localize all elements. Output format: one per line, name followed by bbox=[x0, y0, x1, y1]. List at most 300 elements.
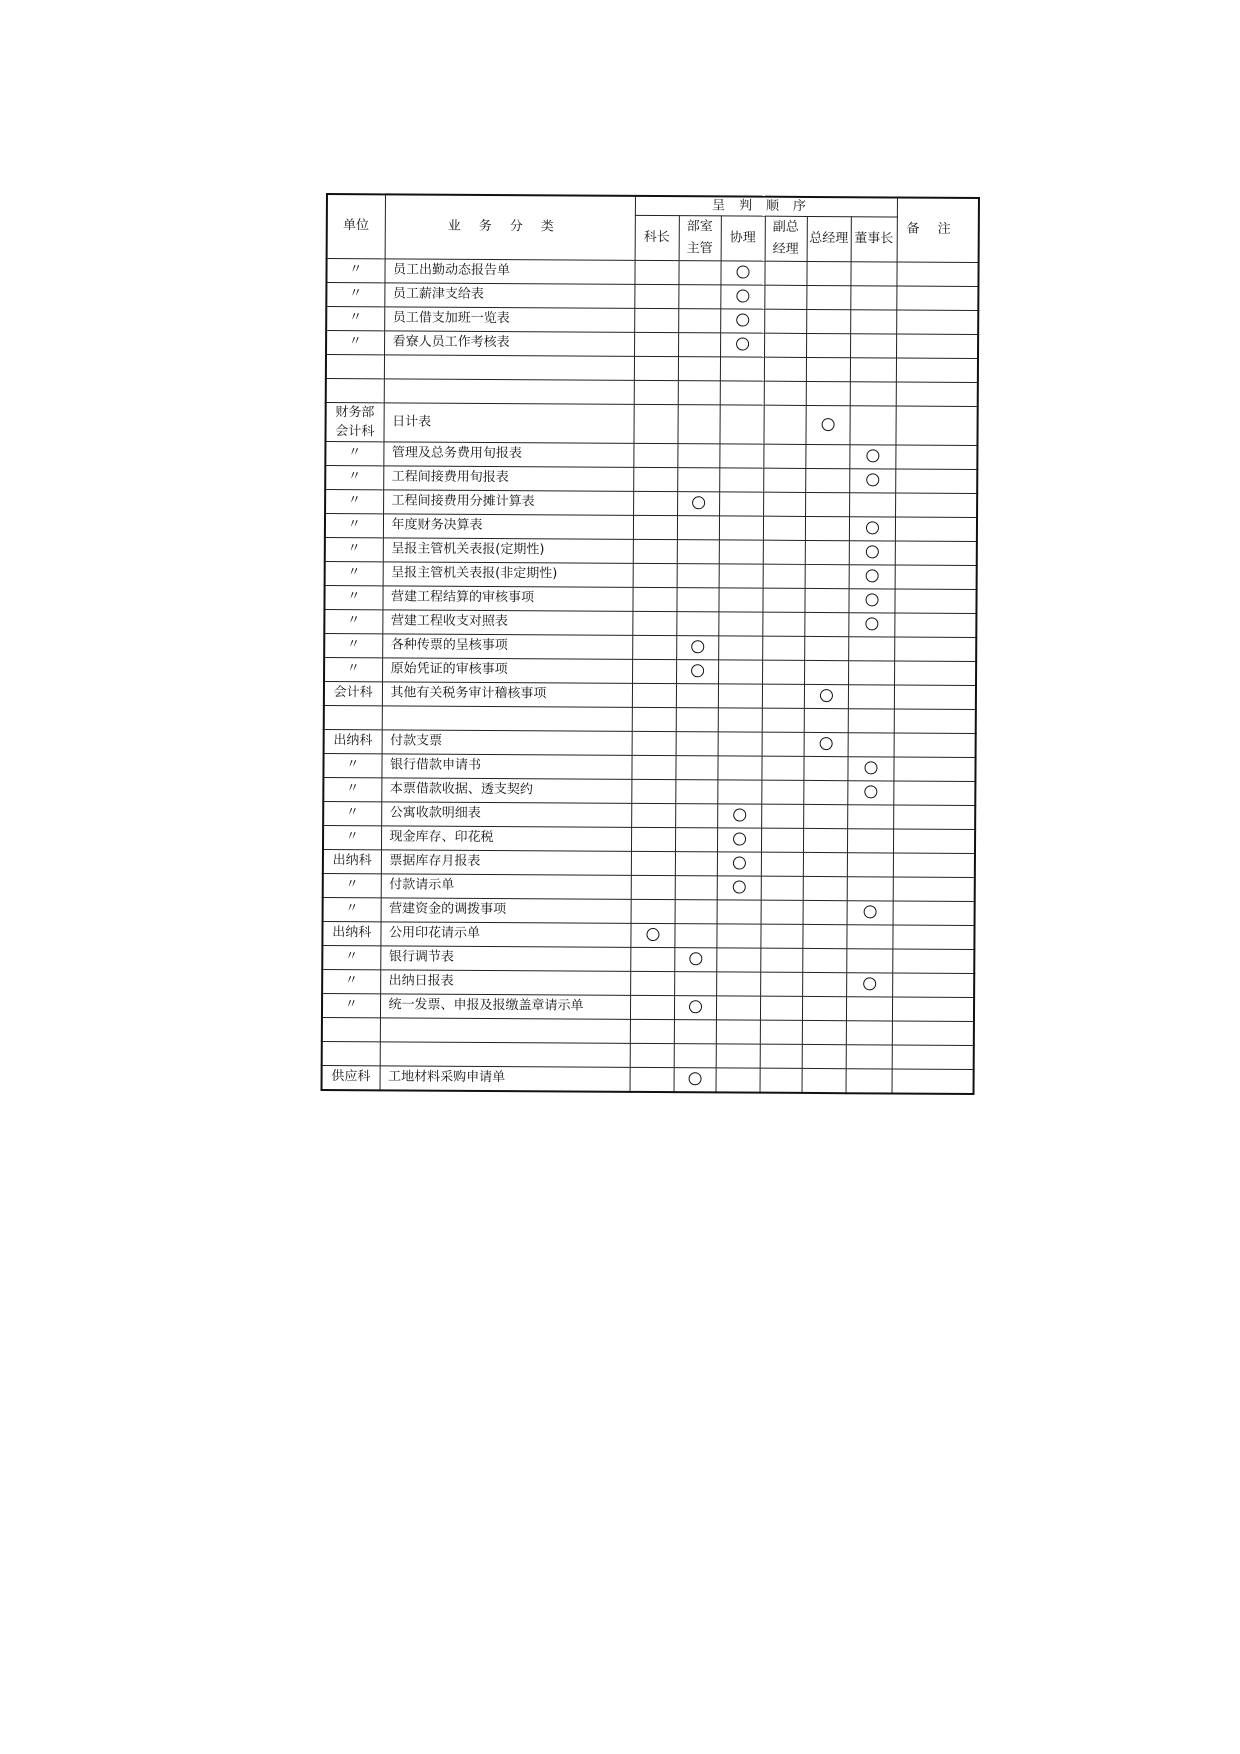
role-cell bbox=[762, 684, 804, 708]
role-cell bbox=[719, 516, 763, 540]
role-cell bbox=[678, 309, 720, 333]
role-cell bbox=[849, 565, 895, 589]
header-role bbox=[851, 217, 897, 262]
role-cell bbox=[804, 636, 848, 660]
role-cell bbox=[717, 852, 761, 876]
approval-mark-icon bbox=[866, 474, 879, 487]
category-cell: 管理及总务费用旬报表 bbox=[383, 442, 633, 468]
role-cell bbox=[760, 1068, 802, 1093]
approval-mark-icon bbox=[733, 809, 746, 822]
remarks-cell bbox=[896, 358, 978, 383]
unit-cell: 财务部 会计科 bbox=[325, 403, 383, 442]
approval-mark-icon bbox=[866, 450, 879, 463]
role-cell bbox=[803, 804, 847, 828]
role-cell bbox=[850, 286, 896, 310]
category-cell: 银行借款申请书 bbox=[381, 754, 631, 780]
remarks-cell bbox=[893, 853, 975, 878]
role-cell bbox=[760, 996, 802, 1020]
unit-cell: 〃 bbox=[325, 442, 383, 466]
role-cell bbox=[633, 443, 677, 467]
unit-cell: 〃 bbox=[322, 969, 380, 993]
unit-cell: 〃 bbox=[322, 993, 380, 1017]
role-cell bbox=[806, 309, 850, 333]
role-cell bbox=[848, 709, 894, 733]
approval-mark-icon bbox=[864, 762, 877, 775]
remarks-cell bbox=[896, 310, 978, 335]
role-cell bbox=[762, 732, 804, 756]
role-cell bbox=[675, 756, 717, 780]
remarks-cell bbox=[892, 1069, 974, 1094]
unit-cell: 〃 bbox=[323, 801, 381, 825]
role-cell bbox=[802, 1044, 846, 1068]
role-cell bbox=[804, 660, 848, 684]
role-cell bbox=[718, 612, 762, 636]
unit-cell: 〃 bbox=[325, 490, 383, 514]
role-cell bbox=[847, 829, 893, 853]
role-cell bbox=[675, 852, 717, 876]
category-cell: 本票借款收据、透支契约 bbox=[381, 778, 631, 804]
approval-mark-icon bbox=[863, 906, 876, 919]
role-cell bbox=[678, 261, 720, 285]
unit-cell bbox=[324, 705, 382, 729]
role-cell bbox=[761, 876, 803, 900]
role-cell bbox=[847, 853, 893, 877]
header-role bbox=[721, 216, 765, 261]
header-unit: 单位 bbox=[327, 194, 385, 259]
role-cell bbox=[719, 405, 763, 444]
role-cell bbox=[850, 310, 896, 334]
approval-mark-icon bbox=[864, 786, 877, 799]
remarks-cell bbox=[894, 733, 976, 758]
remarks-cell bbox=[895, 589, 977, 614]
role-cell bbox=[802, 996, 846, 1020]
unit-cell: 〃 bbox=[323, 825, 381, 849]
header-role-label: 部室 bbox=[686, 219, 713, 235]
role-cell bbox=[630, 923, 674, 947]
remarks-cell bbox=[892, 949, 974, 974]
role-cell bbox=[720, 381, 764, 405]
role-cell bbox=[846, 973, 892, 997]
role-cell bbox=[716, 1020, 760, 1044]
unit-cell: 〃 bbox=[325, 466, 383, 490]
unit-cell: 〃 bbox=[324, 609, 382, 633]
role-cell bbox=[720, 333, 764, 357]
role-cell bbox=[849, 517, 895, 541]
role-cell bbox=[676, 660, 718, 684]
role-cell bbox=[804, 684, 848, 708]
remarks-cell bbox=[892, 1045, 974, 1070]
approval-table bbox=[321, 193, 981, 1095]
role-cell bbox=[847, 901, 893, 925]
role-cell bbox=[846, 1021, 892, 1045]
category-cell: 工程间接费用分摊计算表 bbox=[383, 490, 633, 516]
role-cell bbox=[802, 948, 846, 972]
category-cell bbox=[384, 379, 634, 405]
approval-mark-icon bbox=[733, 833, 746, 846]
category-cell: 公寓收款明细表 bbox=[381, 802, 631, 828]
remarks-cell bbox=[894, 613, 976, 638]
category-cell: 工程间接费用旬报表 bbox=[383, 466, 633, 492]
category-cell: 付款请示单 bbox=[381, 874, 631, 900]
category-cell: 银行调节表 bbox=[380, 946, 630, 972]
unit-cell: 〃 bbox=[325, 561, 383, 585]
role-cell bbox=[675, 804, 717, 828]
header-role-label: 副总 bbox=[772, 219, 799, 235]
role-cell bbox=[717, 804, 761, 828]
remarks-cell bbox=[897, 262, 979, 287]
role-cell bbox=[634, 284, 678, 308]
role-cell bbox=[804, 588, 848, 612]
role-cell bbox=[633, 404, 677, 443]
remarks-cell bbox=[896, 286, 978, 311]
role-cell bbox=[763, 405, 805, 444]
unit-cell: 〃 bbox=[326, 283, 384, 307]
approval-mark-icon bbox=[819, 737, 832, 750]
role-cell bbox=[762, 588, 804, 612]
role-cell bbox=[677, 492, 719, 516]
role-cell bbox=[848, 637, 894, 661]
role-cell bbox=[764, 309, 806, 333]
category-cell: 公用印花请示单 bbox=[380, 922, 630, 948]
role-cell bbox=[802, 924, 846, 948]
approval-mark-icon bbox=[865, 618, 878, 631]
header-role-label: 协理 bbox=[729, 230, 756, 246]
role-cell bbox=[761, 756, 803, 780]
role-cell bbox=[678, 381, 720, 405]
role-cell bbox=[717, 780, 761, 804]
role-cell bbox=[806, 381, 850, 405]
role-cell bbox=[849, 541, 895, 565]
role-cell bbox=[850, 358, 896, 382]
category-cell: 统一发票、申报及报缴盖章请示单 bbox=[380, 994, 630, 1020]
role-cell bbox=[677, 468, 719, 492]
role-cell bbox=[718, 732, 762, 756]
role-cell bbox=[631, 899, 675, 923]
role-cell bbox=[805, 405, 849, 444]
role-cell bbox=[847, 877, 893, 901]
unit-cell: 〃 bbox=[325, 537, 383, 561]
role-cell bbox=[760, 1020, 802, 1044]
table-row bbox=[325, 403, 977, 446]
role-cell bbox=[850, 382, 896, 406]
role-cell bbox=[674, 948, 716, 972]
role-cell bbox=[630, 1019, 674, 1043]
remarks-cell bbox=[894, 709, 976, 734]
role-cell bbox=[849, 445, 895, 469]
role-cell bbox=[674, 1068, 716, 1093]
role-cell bbox=[805, 492, 849, 516]
header-role-label: 主管 bbox=[686, 241, 713, 257]
header-row-1 bbox=[327, 194, 979, 217]
role-cell bbox=[634, 332, 678, 356]
unit-cell: 〃 bbox=[324, 633, 382, 657]
role-cell bbox=[720, 285, 764, 309]
unit-cell bbox=[322, 1017, 380, 1041]
remarks-cell bbox=[895, 493, 977, 518]
role-cell bbox=[631, 779, 675, 803]
role-cell bbox=[848, 589, 894, 613]
unit-cell: 〃 bbox=[323, 873, 381, 897]
unit-cell: 〃 bbox=[325, 514, 383, 538]
role-cell bbox=[763, 540, 805, 564]
role-cell bbox=[632, 635, 676, 659]
role-cell bbox=[720, 261, 764, 285]
approval-mark-icon bbox=[736, 338, 749, 351]
category-cell: 员工出勤动态报告单 bbox=[384, 259, 634, 285]
role-cell bbox=[675, 876, 717, 900]
category-cell: 营建资金的调拨事项 bbox=[381, 898, 631, 924]
role-cell bbox=[762, 660, 804, 684]
role-cell bbox=[803, 780, 847, 804]
role-cell bbox=[676, 612, 718, 636]
remarks-cell bbox=[893, 757, 975, 782]
approval-mark-icon bbox=[736, 266, 749, 279]
approval-mark-icon bbox=[819, 689, 832, 702]
role-cell bbox=[806, 357, 850, 381]
role-cell bbox=[634, 380, 678, 404]
remarks-cell bbox=[894, 637, 976, 662]
role-cell bbox=[806, 285, 850, 309]
role-cell bbox=[763, 516, 805, 540]
role-cell bbox=[633, 491, 677, 515]
role-cell bbox=[717, 876, 761, 900]
remarks-cell bbox=[894, 685, 976, 710]
remarks-cell bbox=[895, 541, 977, 566]
category-cell: 呈报主管机关表报(非定期性) bbox=[383, 562, 633, 588]
header-role-label: 总经理 bbox=[809, 230, 849, 247]
role-cell bbox=[761, 852, 803, 876]
role-cell bbox=[761, 900, 803, 924]
role-cell bbox=[846, 925, 892, 949]
approval-mark-icon bbox=[736, 290, 749, 303]
unit-cell: 〃 bbox=[324, 585, 382, 609]
approval-mark-icon bbox=[863, 978, 876, 991]
role-cell bbox=[761, 828, 803, 852]
role-cell bbox=[846, 997, 892, 1021]
role-cell bbox=[760, 972, 802, 996]
role-cell bbox=[803, 900, 847, 924]
role-cell bbox=[632, 707, 676, 731]
role-cell bbox=[674, 1044, 716, 1068]
role-cell bbox=[764, 357, 806, 381]
role-cell bbox=[762, 612, 804, 636]
remarks-cell bbox=[896, 382, 978, 407]
role-cell bbox=[803, 876, 847, 900]
role-cell bbox=[677, 564, 719, 588]
role-cell bbox=[805, 468, 849, 492]
role-cell bbox=[719, 492, 763, 516]
role-cell bbox=[848, 733, 894, 757]
role-cell bbox=[676, 636, 718, 660]
unit-cell: 出纳科 bbox=[322, 921, 380, 945]
role-cell bbox=[675, 900, 717, 924]
role-cell bbox=[633, 515, 677, 539]
role-cell bbox=[720, 357, 764, 381]
role-cell bbox=[762, 636, 804, 660]
role-cell bbox=[850, 262, 896, 286]
header-role bbox=[807, 216, 851, 261]
role-cell bbox=[763, 564, 805, 588]
role-cell bbox=[718, 660, 762, 684]
category-cell: 原始凭证的审核事项 bbox=[382, 658, 632, 684]
role-cell bbox=[719, 540, 763, 564]
role-cell bbox=[720, 309, 764, 333]
approval-mark-icon bbox=[865, 570, 878, 583]
role-cell bbox=[803, 756, 847, 780]
role-cell bbox=[764, 285, 806, 309]
role-cell bbox=[804, 732, 848, 756]
role-cell bbox=[718, 684, 762, 708]
approval-mark-icon bbox=[732, 881, 745, 894]
header-remarks: 备注 bbox=[897, 197, 979, 262]
role-cell bbox=[632, 587, 676, 611]
header-role bbox=[635, 215, 679, 260]
header-category: 业务分类 bbox=[385, 194, 635, 260]
category-cell: 其他有关税务审计稽核事项 bbox=[382, 682, 632, 708]
category-cell: 营建工程结算的审核事项 bbox=[382, 586, 632, 612]
role-cell bbox=[675, 780, 717, 804]
role-cell bbox=[804, 708, 848, 732]
role-cell bbox=[719, 444, 763, 468]
category-cell: 呈报主管机关表报(定期性) bbox=[383, 538, 633, 564]
role-cell bbox=[631, 851, 675, 875]
approval-mark-icon bbox=[821, 418, 834, 431]
role-cell bbox=[674, 1020, 716, 1044]
role-cell bbox=[630, 971, 674, 995]
remarks-cell bbox=[892, 925, 974, 950]
role-cell bbox=[633, 539, 677, 563]
remarks-cell bbox=[892, 1021, 974, 1046]
role-cell bbox=[717, 756, 761, 780]
category-cell: 营建工程收支对照表 bbox=[382, 610, 632, 636]
category-cell: 看寮人员工作考核表 bbox=[384, 331, 634, 357]
approval-mark-icon bbox=[732, 857, 745, 870]
role-cell bbox=[847, 757, 893, 781]
role-cell bbox=[719, 468, 763, 492]
remarks-cell bbox=[895, 469, 977, 494]
role-cell bbox=[675, 828, 717, 852]
remarks-cell bbox=[893, 877, 975, 902]
role-cell bbox=[718, 588, 762, 612]
approval-mark-icon bbox=[865, 594, 878, 607]
role-cell bbox=[847, 805, 893, 829]
role-cell bbox=[630, 995, 674, 1019]
unit-cell: 〃 bbox=[323, 777, 381, 801]
role-cell bbox=[716, 996, 760, 1020]
category-cell: 付款支票 bbox=[382, 730, 632, 756]
category-cell bbox=[380, 1042, 630, 1068]
approval-mark-icon bbox=[865, 546, 878, 559]
role-cell bbox=[849, 469, 895, 493]
role-cell bbox=[674, 924, 716, 948]
role-cell bbox=[631, 875, 675, 899]
header-sequence: 呈判顺序 bbox=[635, 196, 897, 217]
role-cell bbox=[805, 444, 849, 468]
unit-cell: 〃 bbox=[324, 657, 382, 681]
role-cell bbox=[634, 308, 678, 332]
unit-cell: 会计科 bbox=[324, 681, 382, 705]
role-cell bbox=[674, 996, 716, 1020]
remarks-cell bbox=[892, 973, 974, 998]
category-cell bbox=[384, 355, 634, 381]
category-cell: 员工借支加班一览表 bbox=[384, 307, 634, 333]
header-role-label: 经理 bbox=[772, 241, 799, 257]
role-cell bbox=[676, 684, 718, 708]
remarks-cell bbox=[893, 805, 975, 830]
unit-cell bbox=[326, 355, 384, 379]
role-cell bbox=[631, 803, 675, 827]
role-cell bbox=[633, 563, 677, 587]
table-row bbox=[322, 1065, 974, 1093]
approval-mark-icon bbox=[736, 314, 749, 327]
category-cell: 出纳日报表 bbox=[380, 970, 630, 996]
unit-cell: 〃 bbox=[326, 331, 384, 355]
approval-mark-icon bbox=[692, 497, 705, 510]
unit-cell: 〃 bbox=[323, 897, 381, 921]
role-cell bbox=[806, 261, 850, 285]
role-cell bbox=[803, 828, 847, 852]
role-cell bbox=[760, 948, 802, 972]
remarks-cell bbox=[892, 997, 974, 1022]
unit-cell: 供应科 bbox=[322, 1065, 380, 1090]
unit-cell: 出纳科 bbox=[323, 849, 381, 873]
role-cell bbox=[763, 492, 805, 516]
remarks-cell bbox=[896, 406, 978, 446]
remarks-cell bbox=[895, 517, 977, 542]
role-cell bbox=[633, 467, 677, 491]
unit-cell: 〃 bbox=[322, 945, 380, 969]
category-cell bbox=[380, 1018, 630, 1044]
role-cell bbox=[805, 516, 849, 540]
role-cell bbox=[763, 468, 805, 492]
role-cell bbox=[718, 636, 762, 660]
approval-mark-icon bbox=[689, 953, 702, 966]
unit-cell: 出纳科 bbox=[324, 729, 382, 753]
role-cell bbox=[802, 1020, 846, 1044]
role-cell bbox=[761, 780, 803, 804]
remarks-cell bbox=[895, 565, 977, 590]
role-cell bbox=[802, 972, 846, 996]
role-cell bbox=[718, 708, 762, 732]
role-cell bbox=[719, 564, 763, 588]
role-cell bbox=[764, 381, 806, 405]
role-cell bbox=[630, 947, 674, 971]
role-cell bbox=[717, 828, 761, 852]
role-cell bbox=[634, 356, 678, 380]
role-cell bbox=[760, 924, 802, 948]
category-cell: 年度财务决算表 bbox=[383, 514, 633, 540]
approval-mark-icon bbox=[688, 1073, 701, 1086]
category-cell bbox=[382, 706, 632, 732]
role-cell bbox=[677, 516, 719, 540]
role-cell bbox=[678, 285, 720, 309]
role-cell bbox=[849, 406, 895, 445]
role-cell bbox=[630, 1067, 674, 1092]
unit-cell: 〃 bbox=[323, 753, 381, 777]
category-cell: 现金库存、印花税 bbox=[381, 826, 631, 852]
approval-mark-icon bbox=[691, 641, 704, 654]
approval-sequence-sheet bbox=[326, 193, 978, 1091]
role-cell bbox=[632, 683, 676, 707]
role-cell bbox=[716, 948, 760, 972]
remarks-cell bbox=[896, 334, 978, 359]
remarks-cell bbox=[895, 445, 977, 470]
role-cell bbox=[760, 1044, 802, 1068]
role-cell bbox=[716, 1044, 760, 1068]
role-cell bbox=[846, 949, 892, 973]
unit-cell bbox=[326, 379, 384, 403]
remarks-cell bbox=[893, 901, 975, 926]
